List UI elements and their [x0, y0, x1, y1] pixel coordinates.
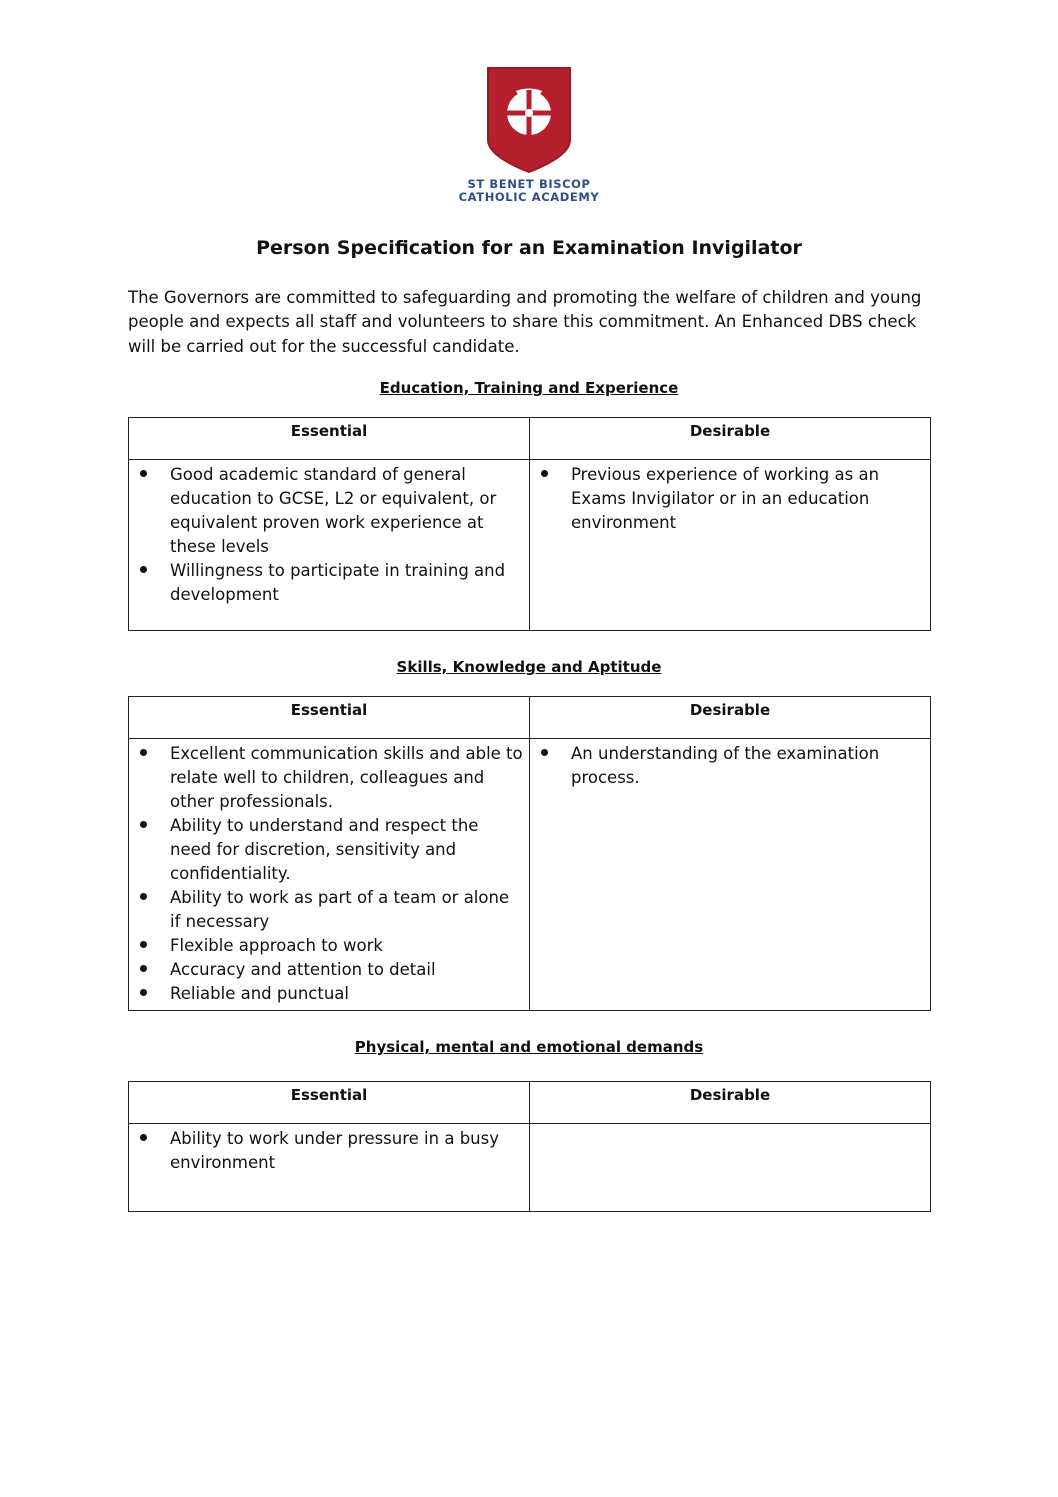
desirable-header: Desirable	[530, 697, 931, 739]
list-item	[129, 463, 523, 559]
essential-header: Essential	[129, 1082, 530, 1124]
bullet-icon	[140, 749, 147, 756]
list-item-text: Accuracy and attention to detail	[170, 960, 436, 979]
list-item-text: Good academic standard of general education to GCSE, L2 or equivalent, or equivalent proven work experience at these levels	[170, 465, 497, 556]
section-heading-physical: Physical, mental and emotional demands	[354, 1038, 704, 1056]
list-item	[129, 742, 523, 814]
bullet-icon	[140, 821, 147, 828]
desirable-header: Desirable	[530, 418, 931, 460]
shield-crest-icon	[486, 66, 572, 174]
document-title: Person Specification for an Examination Invigilator	[256, 237, 802, 259]
desirable-cell	[530, 739, 931, 1011]
list-item	[129, 982, 523, 1006]
list-item	[129, 1127, 523, 1175]
list-item-text: Previous experience of working as an Exams Invigilator or in an education environment	[571, 465, 880, 532]
bullet-icon	[140, 893, 147, 900]
section-heading-education: Education, Training and Experience	[379, 379, 679, 397]
list-item-text: Willingness to participate in training and development	[170, 561, 506, 604]
essential-header: Essential	[129, 697, 530, 739]
desirable-list	[530, 739, 930, 790]
list-item	[530, 463, 924, 535]
bullet-icon	[140, 470, 147, 477]
list-item-text: Excellent communication skills and able to relate well to children, colleagues and other professionals.	[170, 744, 523, 811]
bullet-icon	[541, 749, 548, 756]
list-item	[129, 559, 523, 607]
essential-header: Essential	[129, 418, 530, 460]
list-item	[129, 814, 523, 886]
logo-line-2: CATHOLIC ACADEMY	[458, 190, 600, 204]
list-item-text: Reliable and punctual	[170, 984, 349, 1003]
essential-list	[129, 460, 529, 607]
desirable-cell	[530, 460, 931, 631]
bullet-icon	[140, 965, 147, 972]
essential-cell	[129, 460, 530, 631]
logo-line-1: ST BENET BISCOP	[467, 177, 591, 191]
desirable-cell	[530, 1124, 931, 1212]
essential-cell	[129, 1124, 530, 1212]
essential-list	[129, 739, 529, 1006]
bullet-icon	[140, 941, 147, 948]
desirable-list	[530, 1124, 930, 1127]
education-table	[128, 417, 931, 631]
section-heading-skills: Skills, Knowledge and Aptitude	[396, 658, 662, 676]
intro-paragraph: The Governors are committed to safeguarding and promoting the welfare of children and young people and expects all staff and volunteers to share this commitment. An Enhanced DBS check will be carried out for the successful candidate.	[128, 288, 922, 356]
list-item-text: Flexible approach to work	[170, 936, 383, 955]
desirable-list	[530, 460, 930, 535]
bullet-icon	[140, 989, 147, 996]
list-item-text: Ability to work as part of a team or alone if necessary	[170, 888, 510, 931]
list-item-text: An understanding of the examination process.	[571, 744, 880, 787]
list-item	[129, 886, 523, 934]
essential-list	[129, 1124, 529, 1175]
list-item-text: Ability to work under pressure in a busy environment	[170, 1129, 499, 1172]
desirable-header: Desirable	[530, 1082, 931, 1124]
bullet-icon	[541, 470, 548, 477]
skills-table	[128, 696, 931, 1011]
academy-logo	[0, 66, 1058, 204]
list-item	[530, 742, 924, 790]
list-item	[129, 934, 523, 958]
physical-table	[128, 1081, 931, 1212]
bullet-icon	[140, 566, 147, 573]
bullet-icon	[140, 1134, 147, 1141]
list-item	[129, 958, 523, 982]
list-item-text: Ability to understand and respect the need for discretion, sensitivity and confidentiality.	[170, 816, 479, 883]
essential-cell	[129, 739, 530, 1011]
